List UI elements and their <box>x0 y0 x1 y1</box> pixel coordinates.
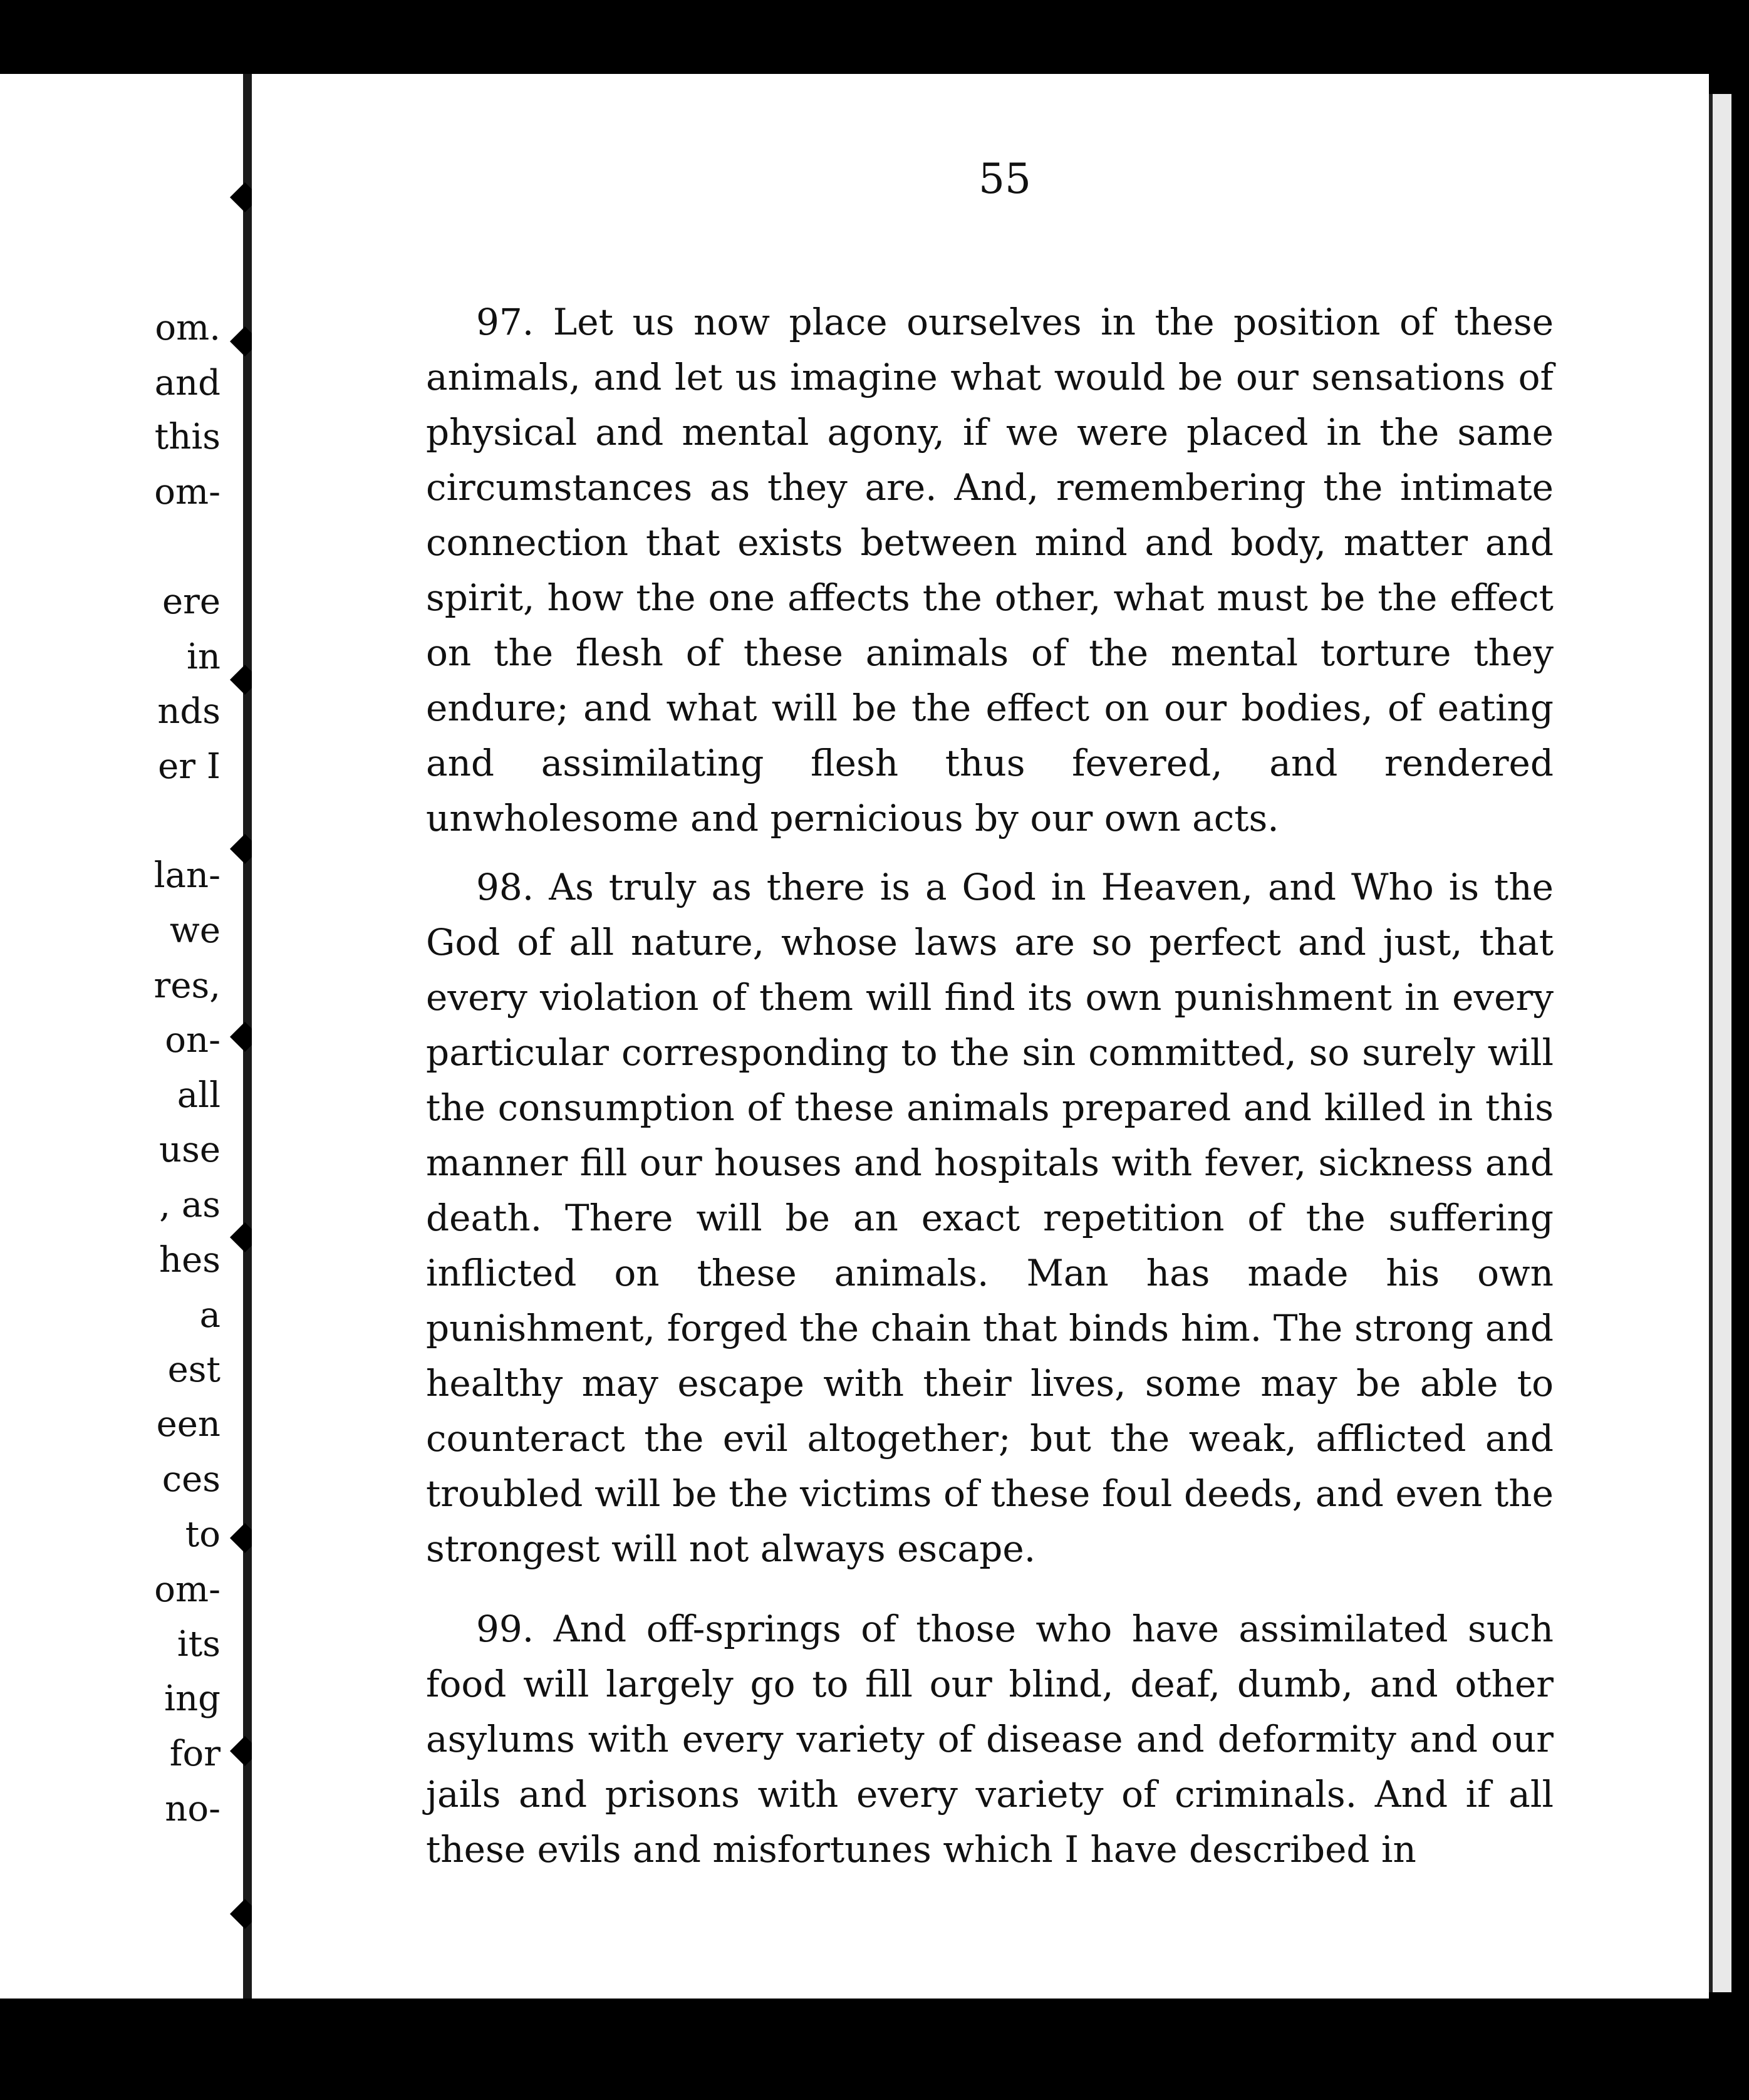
left-line-fragment: this <box>154 417 221 457</box>
left-line-fragment: lan- <box>153 855 221 896</box>
paragraph-number: 99. <box>476 1608 534 1650</box>
paragraph-text: As truly as there is a God in Heaven, and Who is the God of all nature, whose laws are so perfect and just, that every violation of them will find its own punishment in every particular corresponding to the sin committed, so surely will the consumption of these animals prepared and killed in this manner fill our houses and hospitals with fever, sickness and death. There will be an exact repetition of the suffering inflicted on these animals. Man has made his own punishment, forged the chain that binds him. The strong and healthy may escape with their lives, some may be able to counteract the evil altogether; but the weak, afflicted and troubled will be the victims of these foul deeds, and even the strongest will not always escape. <box>426 866 1554 1570</box>
page-number: 55 <box>978 155 1031 203</box>
left-line-fragment: om. <box>155 308 221 348</box>
left-line-fragment: we <box>169 910 221 951</box>
left-line-fragment: , as <box>159 1185 221 1225</box>
left-line-fragment: est <box>167 1349 221 1390</box>
left-line-fragment: om- <box>154 1569 221 1610</box>
left-line-fragment: ere <box>162 581 221 622</box>
left-line-fragment: a <box>199 1295 221 1336</box>
paragraph-text: And off-springs of those who have assimilated such food will largely go to fill our blind, deaf, dumb, and other asylums with every variety of disease and deformity and our jails and prisons with every variety of criminals. And if all these evils and misfortunes which I have described in <box>426 1608 1554 1871</box>
left-line-fragment: to <box>185 1514 221 1555</box>
left-line-fragment: no- <box>165 1789 221 1829</box>
left-line-fragment: its <box>177 1624 221 1665</box>
book-spine <box>243 74 252 1999</box>
left-line-fragment: er I <box>158 746 221 787</box>
left-line-fragment: ces <box>162 1459 221 1500</box>
left-line-fragment: ing <box>164 1678 221 1719</box>
paragraph-99 <box>426 1601 1554 1877</box>
paragraph-number: 98. <box>476 866 534 908</box>
left-line-fragment: and <box>154 363 221 403</box>
left-line-fragment: hes <box>159 1240 221 1281</box>
left-line-fragment: res, <box>153 965 221 1006</box>
left-line-fragment: in <box>187 637 221 677</box>
left-line-fragment: nds <box>157 691 221 732</box>
paragraph-97 <box>426 294 1554 846</box>
paragraph-text: Let us now place ourselves in the position of these animals, and let us imagine what would be our sensations of physical and mental agony, if we were placed in the same circumstances as they are. And, remembering the intimate connection that exists between mind and body, matter and spirit, how the one affects the other, what must be the effect on the flesh of these animals of the mental torture they endure; and what will be the effect on our bodies, of eating and assimilating flesh thus fevered, and rendered unwholesome and pernicious by our own acts. <box>426 301 1554 839</box>
left-line-fragment: for <box>169 1734 221 1774</box>
left-line-fragment: all <box>177 1075 221 1116</box>
paragraph-98 <box>426 860 1554 1576</box>
left-line-fragment: use <box>159 1130 221 1170</box>
left-page-fragment <box>0 74 243 1999</box>
left-line-fragment: om- <box>154 472 221 512</box>
left-line-fragment: een <box>156 1404 221 1445</box>
page-edge <box>1709 94 1731 1992</box>
paragraph-number: 97. <box>476 301 534 343</box>
left-line-fragment: on- <box>165 1020 221 1061</box>
